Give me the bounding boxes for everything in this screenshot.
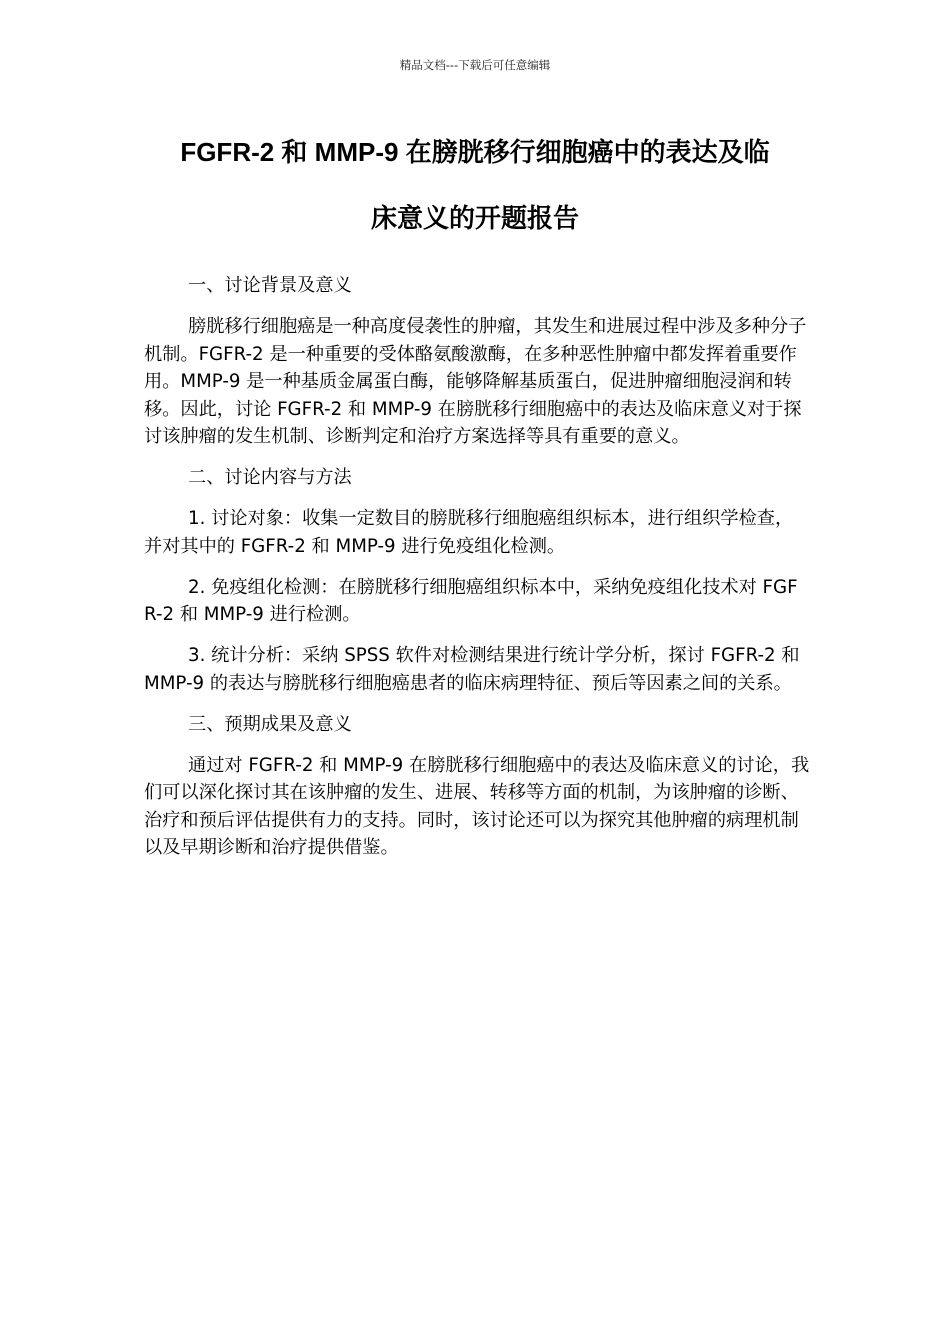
paragraph-methods-ihc: 2. 免疫组化检测：在膀胱移行细胞癌组织标本中，采纳免疫组化技术对 FGFR-2 和 MMP-9 进行检测。 — [144, 576, 798, 625]
paragraph-outcomes: 通过对 FGFR-2 和 MMP-9 在膀胱移行细胞癌中的表达及临床意义的讨论，我们可以深化探讨其在该肿瘤的发生、进展、转移等方面的机制，为该肿瘤的诊断、治疗和预后评估提供有力的支持。同时，该讨论还可以为探究其他肿瘤的病理机制以及早期诊断和治疗提供借鉴。 — [144, 754, 810, 858]
paragraph-methods-statistics: 3. 统计分析：采纳 SPSS 软件对检测结果进行统计学分析，探讨 FGFR-2 和 MMP-9 的表达与膀胱移行细胞癌患者的临床病理特征、预后等因素之间的关系。 — [144, 645, 800, 694]
document-title-line-2: 床意义的开题报告 — [370, 203, 579, 233]
header-note: 精品文档---下载后可任意编辑 — [399, 58, 551, 72]
document-body — [144, 272, 810, 875]
paragraph-background: 膀胱移行细胞癌是一种高度侵袭性的肿瘤，其发生和进展过程中涉及多种分子机制。FGFR-2 是一种重要的受体酪氨酸激酶，在多种恶性肿瘤中都发挥着重要作用。MMP-9 是一种基质金属蛋白酶，能够降解基质蛋白，促进肿瘤细胞浸润和转移。因此，讨论 FGFR-2 和 MMP-9 在膀胱移行细胞癌中的表达及临床意义对于探讨该肿瘤的发生机制、诊断判定和治疗方案选择等具有重要的意义。 — [144, 316, 807, 447]
section-heading-outcomes: 三、预期成果及意义 — [188, 713, 352, 735]
paragraph-methods-subjects: 1. 讨论对象：收集一定数目的膀胱移行细胞癌组织标本，进行组织学检查，并对其中的 FGFR-2 和 MMP-9 进行免疫组化检测。 — [144, 508, 794, 557]
document-title-line-1: FGFR-2 和 MMP-9 在膀胱移行细胞癌中的表达及临 — [180, 137, 770, 167]
section-heading-background: 一、讨论背景及意义 — [188, 275, 352, 296]
section-heading-methods: 二、讨论内容与方法 — [188, 467, 352, 488]
document-title — [135, 134, 815, 266]
